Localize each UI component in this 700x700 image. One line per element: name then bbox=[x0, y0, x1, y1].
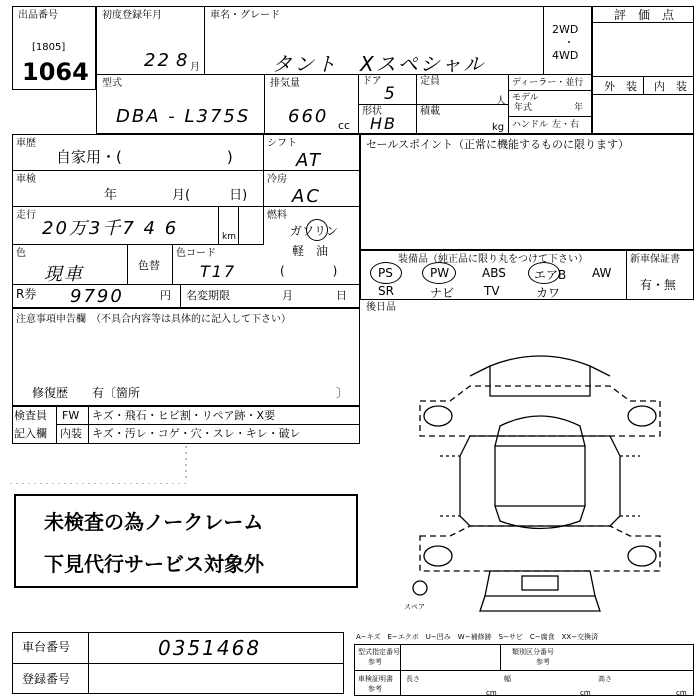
dotted-divider bbox=[0, 444, 360, 484]
length-cm: cm bbox=[486, 689, 497, 697]
model-cert-ref: 参考 bbox=[368, 658, 382, 666]
door-value: 5 bbox=[384, 84, 397, 104]
checker-label-1: 検査員 bbox=[14, 409, 47, 422]
history-label: 車歴 bbox=[16, 138, 36, 149]
chassis-label: 車台番号 bbox=[22, 640, 71, 654]
cooler-label: 冷房 bbox=[267, 174, 287, 185]
sales-point-label: セールスポイント（正常に機能するものに限ります） bbox=[366, 138, 630, 151]
grade-label: 評 価 点 bbox=[614, 8, 675, 22]
recycle-label: R券 bbox=[16, 287, 37, 301]
dealer-handle: ハンドル bbox=[512, 120, 549, 130]
lot-number: 1064 bbox=[22, 58, 89, 86]
shift-value: AT bbox=[296, 150, 322, 171]
checker-fw-text: キズ・飛石・ヒビ割・リペア跡・X要 bbox=[92, 409, 276, 422]
car-name-value: タント Xスペシャル bbox=[272, 52, 486, 76]
dealer-label: ディーラー・並行 bbox=[512, 78, 584, 88]
checker-interior-text: キズ・汚レ・コゲ・穴・スレ・キレ・破レ bbox=[92, 427, 301, 440]
load-label: 積載 bbox=[420, 106, 440, 117]
drive-dot: ・ bbox=[564, 38, 574, 49]
equip-pw: PW bbox=[430, 266, 450, 280]
dealer-model: モデル bbox=[512, 93, 539, 103]
dealer-handle-value: 左・右 bbox=[552, 120, 580, 130]
damage-legend: A−キズ E−エクボ U−凹み W−補修跡 S−サビ C−腐食 XX−交換済 bbox=[356, 633, 599, 641]
displacement-value: 660 bbox=[288, 106, 329, 127]
car-name-label: 車名・グレード bbox=[210, 10, 280, 21]
recycle-unit: 円 bbox=[160, 289, 171, 302]
equip-sr: SR bbox=[378, 284, 394, 298]
model-value: DBA - L375S bbox=[116, 106, 251, 127]
cooler-value: AC bbox=[292, 186, 321, 207]
spare-label: スペア bbox=[404, 603, 425, 611]
color-change: 色替 bbox=[138, 259, 160, 272]
warranty-label: 新車保証書 bbox=[630, 254, 680, 265]
width-cm: cm bbox=[580, 689, 591, 697]
history-value: 自家用・( ) bbox=[56, 148, 233, 166]
color-code-label: 色コード bbox=[176, 248, 216, 259]
name-change-day: 日 bbox=[336, 289, 347, 302]
first-reg-month-unit: 月 bbox=[190, 62, 200, 73]
equip-pw-circle bbox=[422, 262, 456, 284]
inspection-month: 月( 日) bbox=[172, 188, 248, 203]
displacement-unit: cc bbox=[338, 119, 351, 132]
equip-ps: PS bbox=[378, 266, 393, 280]
load-unit: kg bbox=[492, 122, 505, 133]
door-label: ドア bbox=[362, 76, 382, 87]
equipment-label: 装備品（純正品に限り丸をつけて下さい） bbox=[398, 254, 588, 265]
sales-box bbox=[360, 134, 694, 250]
model-cert-label: 型式指定番号 bbox=[358, 648, 400, 656]
fuel-gasoline: ガソリン bbox=[290, 224, 339, 238]
inspection-label: 車検 bbox=[16, 174, 36, 185]
class-no-ref: 参考 bbox=[536, 658, 550, 666]
first-reg-year: 22 bbox=[144, 50, 171, 71]
equip-navi: ナビ bbox=[430, 286, 455, 300]
inspection-year: 年 bbox=[104, 188, 118, 203]
shift-label: シフト bbox=[267, 138, 297, 149]
dealer-year: 年式 bbox=[514, 103, 533, 113]
dealer-year-unit: 年 bbox=[574, 103, 584, 113]
model-label: 型式 bbox=[102, 78, 122, 89]
grade-interior: 内 装 bbox=[654, 80, 687, 93]
cert-label: 車検証明書 bbox=[358, 675, 393, 683]
drive-4wd: 4WD bbox=[552, 49, 579, 62]
name-change-month: 月 bbox=[282, 289, 293, 302]
mileage-label: 走行 bbox=[16, 210, 36, 221]
first-reg-month: 8 bbox=[176, 50, 190, 71]
color-label: 色 bbox=[16, 248, 26, 259]
name-change-label: 名変期限 bbox=[186, 289, 230, 302]
lot-sub: [1805] bbox=[32, 42, 66, 53]
warranty-value: 有・無 bbox=[640, 278, 677, 292]
fuel-other: ( ) bbox=[280, 264, 338, 278]
length-label: 長さ bbox=[406, 675, 420, 683]
checker-fw: FW bbox=[62, 409, 80, 422]
equip-tv: TV bbox=[484, 284, 500, 298]
stamp-line-1: 未検査の為ノークレーム bbox=[44, 510, 264, 534]
width-label: 幅 bbox=[504, 675, 511, 683]
notes-label: 注意事項申告欄 （不具合内容等は具体的に記入して下さい） bbox=[16, 314, 291, 325]
color-value: 現車 bbox=[44, 264, 84, 285]
shape-label: 形状 bbox=[362, 106, 382, 117]
equip-ps-circle bbox=[370, 262, 402, 284]
fuel-diesel: 軽 油 bbox=[292, 244, 329, 258]
grade-box bbox=[592, 6, 694, 134]
later-label: 後日品 bbox=[366, 302, 396, 313]
fuel-gasoline-circle bbox=[306, 219, 328, 241]
equip-airbag-circle bbox=[528, 262, 560, 284]
height-label: 高さ bbox=[598, 675, 612, 683]
cert-ref: 参考 bbox=[368, 685, 382, 693]
checker-label-2: 記入欄 bbox=[14, 427, 47, 440]
first-reg-label: 初度登録年月 bbox=[102, 10, 162, 21]
stamp-line-2: 下見代行サービス対象外 bbox=[44, 552, 264, 576]
drive-2wd: 2WD bbox=[552, 23, 579, 36]
equip-airbag: エアB bbox=[534, 268, 567, 282]
shape-value: HB bbox=[370, 114, 398, 133]
equip-abs: ABS bbox=[482, 266, 506, 280]
car-diagram bbox=[410, 326, 670, 626]
repair-label: 修復歴 有〔箇所 bbox=[32, 386, 141, 400]
height-cm: cm bbox=[676, 689, 687, 697]
capacity-label: 定員 bbox=[420, 76, 440, 87]
chassis-value: 0351468 bbox=[158, 636, 262, 660]
fuel-label: 燃料 bbox=[267, 210, 287, 221]
reg-no-label: 登録番号 bbox=[22, 672, 71, 686]
equip-leather: カワ bbox=[536, 286, 561, 300]
class-no-label: 類別区分番号 bbox=[512, 648, 554, 656]
equip-aw: AW bbox=[592, 266, 612, 280]
mileage-unit: km bbox=[222, 232, 236, 242]
mileage-value: 20万3千7 4 6 bbox=[42, 218, 179, 239]
capacity-unit: 人 bbox=[496, 96, 506, 107]
lot-label: 出品番号 bbox=[18, 10, 58, 21]
recycle-value: 9790 bbox=[70, 286, 124, 307]
repair-close: 〕 bbox=[336, 386, 349, 400]
grade-exterior: 外 装 bbox=[604, 80, 637, 93]
displacement-label: 排気量 bbox=[270, 78, 300, 89]
checker-interior: 内装 bbox=[60, 427, 82, 440]
color-code-value: T17 bbox=[200, 262, 237, 281]
